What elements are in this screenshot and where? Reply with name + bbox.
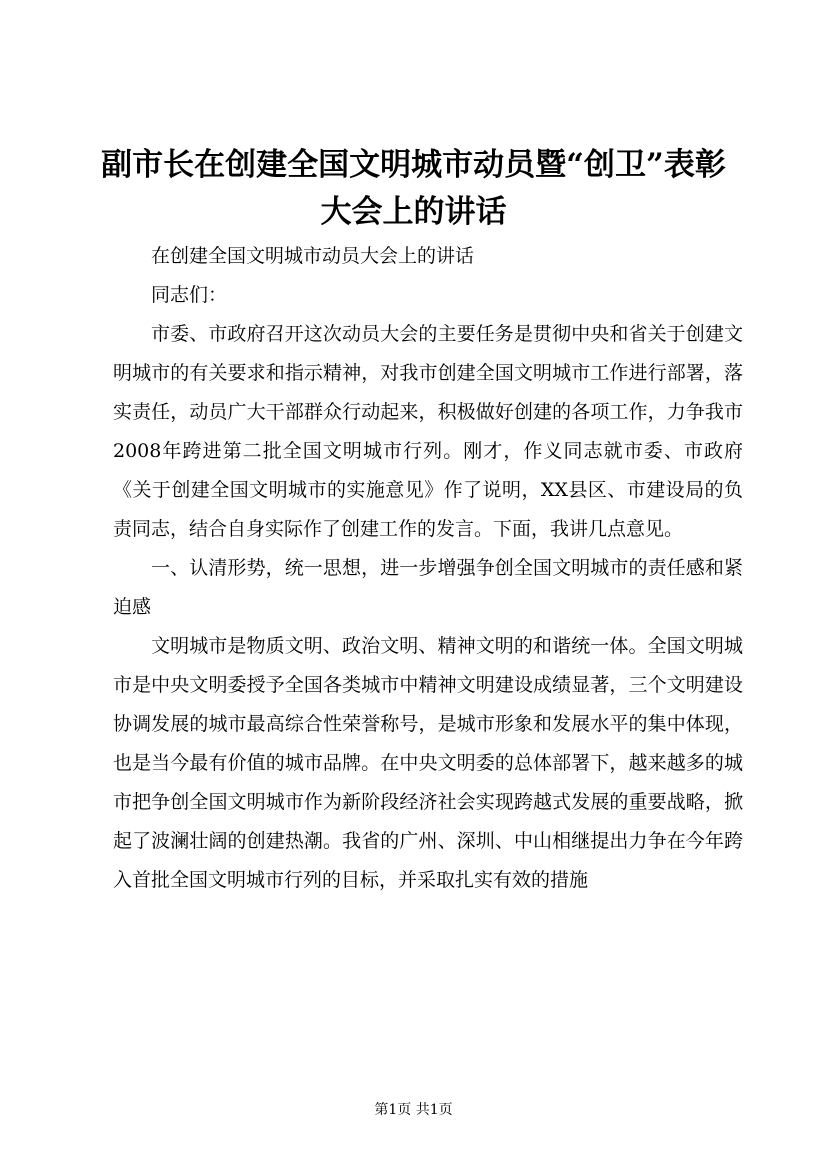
body-paragraph: 文明城市是物质文明、政治文明、精神文明的和谐统一体。全国文明城市是中央文明委授予全国各类城市中精神文明建设成绩显著，三个文明建设协调发展的城市最高综合性荣誉称号，是城市形象和发展水平的集中体现，也是当今最有价值的城市品牌。在中央文明委的总体部署下，越来越多的城市把争创全国文明城市作为新阶段经济社会实现跨越式发展的重要战略，掀起了波澜壮阔的创建热潮。我省的广州、深圳、中山相继提出力争在今年跨入首批全国文明城市行列的目标，并采取扎实有效的措施 xyxy=(113,635,743,891)
intro-paragraph: 市委、市政府召开这次动员大会的主要任务是贯彻中央和省关于创建文明城市的有关要求和指示精神，对我市创建全国文明城市工作进行部署，落实责任，动员广大干部群众行动起来，积极做好创建的各项工作，力争我市2008年跨进第二批全国文明城市行列。刚才，作义同志就市委、市政府《关于创建全国文明城市的实施意见》作了说明，XX县区、市建设局的负责同志，结合自身实际作了创建工作的发言。下面，我讲几点意见。 xyxy=(113,323,743,540)
document-title: 副市长在创建全国文明城市动员暨“创卫”表彰大会上的讲话 xyxy=(101,147,726,230)
document-body xyxy=(113,237,743,900)
salutation-paragraph: 同志们： xyxy=(151,284,228,306)
subtitle-paragraph: 在创建全国文明城市动员大会上的讲话 xyxy=(151,245,475,267)
section-heading-paragraph: 一、认清形势，统一思想，进一步增强争创全国文明城市的责任感和紧迫感 xyxy=(113,557,743,618)
page-footer: 第1页 共1页 xyxy=(374,1102,453,1118)
